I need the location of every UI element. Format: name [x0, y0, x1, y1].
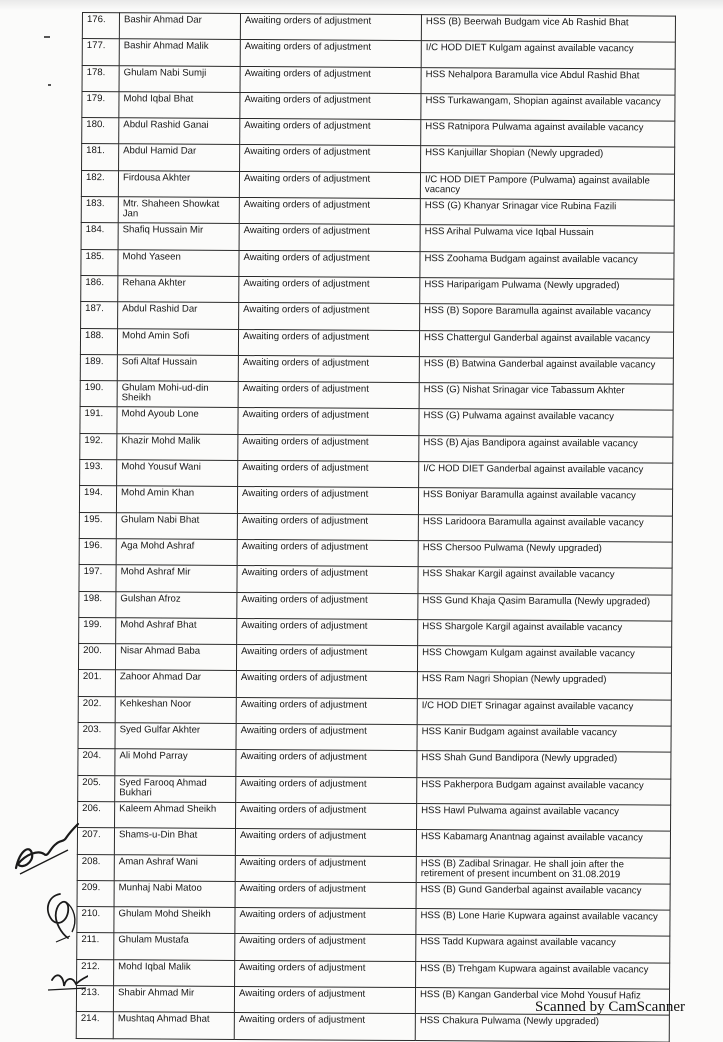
adjustment-status: Awaiting orders of adjustment — [238, 329, 419, 356]
serial-number: 188. — [80, 328, 117, 355]
serial-number: 202. — [78, 696, 115, 723]
teacher-name: Mohd Iqbal Bhat — [119, 92, 240, 119]
adjustment-status: Awaiting orders of adjustment — [240, 40, 421, 67]
adjustment-status: Awaiting orders of adjustment — [236, 723, 417, 750]
teacher-name: Ghulam Mustafa — [114, 933, 235, 960]
posting-place: HSS Ram Nagri Shopian (Newly upgraded) — [417, 672, 671, 700]
adjustment-status: Awaiting orders of adjustment — [235, 934, 416, 961]
posting-place: HSS (B) Sopore Baramulla against available vacancy — [420, 304, 674, 332]
adjustment-status: Awaiting orders of adjustment — [235, 881, 416, 908]
table-row — [80, 381, 673, 411]
posting-place: HSS Hariparigam Pulwama (Newly upgraded) — [420, 278, 674, 306]
teacher-name: Ghulam Mohi-ud-din Sheikh — [117, 381, 238, 408]
table-row — [78, 749, 671, 779]
table-row — [77, 959, 670, 989]
adjustment-status: Awaiting orders of adjustment — [238, 461, 419, 488]
teacher-name: Kaleem Ahmad Sheikh — [115, 802, 236, 829]
serial-number: 207. — [77, 828, 114, 855]
table-row — [77, 907, 670, 937]
teacher-name: Aman Ashraf Wani — [114, 854, 235, 881]
serial-number: 210. — [77, 907, 114, 934]
teacher-name: Firdousa Akhter — [118, 171, 239, 198]
margin-mark — [44, 36, 50, 38]
teacher-name: Aga Mohd Ashraf — [116, 539, 237, 566]
adjustment-status: Awaiting orders of adjustment — [235, 855, 416, 882]
table-row — [79, 538, 672, 568]
posting-place: HSS (G) Nishat Srinagar vice Tabassum Akhter — [419, 383, 673, 411]
serial-number: 185. — [81, 249, 118, 276]
adjustment-status: Awaiting orders of adjustment — [238, 382, 419, 409]
serial-number: 192. — [80, 433, 117, 460]
table-row — [79, 617, 672, 647]
serial-number: 179. — [82, 91, 119, 118]
adjustment-status: Awaiting orders of adjustment — [238, 355, 419, 382]
margin-mark — [48, 84, 51, 86]
posting-place: HSS (B) Batwina Ganderbal against available vacancy — [419, 356, 673, 384]
serial-number: 194. — [79, 486, 116, 513]
adjustment-status: Awaiting orders of adjustment — [234, 1013, 415, 1040]
serial-number: 211. — [77, 933, 114, 960]
posting-place: HSS Zoohama Budgam against available vacancy — [420, 251, 674, 279]
posting-place: HSS (G) Khanyar Srinagar vice Rubina Fazili — [420, 199, 674, 227]
posting-place: HSS (B) Beerwah Budgam vice Ab Rashid Bhat — [421, 15, 675, 43]
serial-number: 199. — [79, 617, 116, 644]
adjustment-status: Awaiting orders of adjustment — [235, 908, 416, 935]
adjustment-status: Awaiting orders of adjustment — [236, 802, 417, 829]
table-row — [80, 433, 673, 463]
serial-number: 195. — [79, 512, 116, 539]
adjustment-status: Awaiting orders of adjustment — [239, 303, 420, 330]
adjustment-status: Awaiting orders of adjustment — [240, 66, 421, 93]
posting-place: HSS Shakar Kargil against available vacancy — [418, 567, 672, 595]
adjustment-status: Awaiting orders of adjustment — [237, 592, 418, 619]
serial-number: 205. — [78, 775, 115, 802]
table-row — [80, 328, 673, 358]
teacher-name: Ali Mohd Parray — [115, 749, 236, 776]
teacher-name: Nisar Ahmad Baba — [115, 644, 236, 671]
posting-place: HSS Laridoora Baramulla against available vacancy — [418, 514, 672, 542]
teacher-name: Mohd Yaseen — [118, 249, 239, 276]
table-row — [79, 512, 672, 542]
teacher-name: Mushtaq Ahmad Bhat — [113, 1012, 234, 1039]
serial-number: 213. — [76, 985, 113, 1012]
posting-place: HSS Ratnipora Pulwama against available vacancy — [421, 120, 675, 148]
table-row — [81, 197, 674, 227]
adjustment-status: Awaiting orders of adjustment — [236, 645, 417, 672]
table-row — [82, 91, 675, 121]
posting-place: HSS (G) Pulwama against available vacancy — [419, 409, 673, 437]
teacher-name: Syed Farooq Ahmad Bukhari — [115, 775, 236, 802]
adjustment-status: Awaiting orders of adjustment — [236, 697, 417, 724]
table-row — [80, 407, 673, 437]
table-row — [80, 354, 673, 384]
teacher-name: Mohd Amin Khan — [116, 486, 237, 513]
adjustment-status: Awaiting orders of adjustment — [237, 487, 418, 514]
teacher-name: Mohd Amin Sofi — [117, 328, 238, 355]
posting-place: HSS (B) Gund Ganderbal against available vacancy — [416, 882, 670, 910]
table-row — [82, 65, 675, 95]
teacher-name: Mohd Ashraf Bhat — [116, 618, 237, 645]
teacher-name: Ghulam Nabi Bhat — [116, 512, 237, 539]
adjustment-status: Awaiting orders of adjustment — [239, 198, 420, 225]
adjustment-status: Awaiting orders of adjustment — [239, 171, 420, 198]
table-row — [77, 828, 670, 858]
posting-place: HSS (B) Ajas Bandipora against available vacancy — [419, 435, 673, 463]
serial-number: 181. — [82, 144, 119, 171]
table-row — [78, 670, 671, 700]
teacher-name: Bashir Ahmad Dar — [119, 13, 240, 40]
adjustment-status: Awaiting orders of adjustment — [237, 618, 418, 645]
teacher-name: Kehkeshan Noor — [115, 696, 236, 723]
teacher-name: Zahoor Ahmad Dar — [115, 670, 236, 697]
serial-number: 209. — [77, 880, 114, 907]
teacher-name: Syed Gulfar Akhter — [115, 723, 236, 750]
teacher-name: Bashir Ahmad Malik — [119, 39, 240, 66]
adjustment-status: Awaiting orders of adjustment — [235, 829, 416, 856]
scanner-watermark: Scanned by CamScanner — [535, 999, 685, 1015]
teacher-name: Munhaj Nabi Matoo — [114, 881, 235, 908]
posting-place: HSS Kabamarg Anantnag against available vacancy — [416, 830, 670, 858]
teacher-name: Mohd Ashraf Mir — [116, 565, 237, 592]
teacher-name: Mohd Yousuf Wani — [117, 460, 238, 487]
teacher-name: Sofi Altaf Hussain — [117, 355, 238, 382]
serial-number: 187. — [81, 302, 118, 329]
adjustment-status: Awaiting orders of adjustment — [236, 671, 417, 698]
posting-place: HSS Chersoo Pulwama (Newly upgraded) — [418, 541, 672, 569]
table-row — [81, 275, 674, 305]
serial-number: 184. — [81, 223, 118, 250]
posting-place: HSS Boniyar Baramulla against available vacancy — [418, 488, 672, 516]
table-row — [79, 486, 672, 516]
teacher-name: Rehana Akhter — [118, 276, 239, 303]
table-row — [78, 801, 671, 831]
table-body — [76, 13, 675, 1042]
serial-number: 191. — [80, 407, 117, 434]
serial-number: 208. — [77, 854, 114, 881]
serial-number: 183. — [81, 197, 118, 224]
posting-place: HSS Nehalpora Baramulla vice Abdul Rashid Bhat — [421, 67, 675, 95]
posting-place: HSS Chattergul Ganderbal against available vacancy — [419, 330, 673, 358]
serial-number: 189. — [80, 354, 117, 381]
teacher-name: Ghulam Mohd Sheikh — [114, 907, 235, 934]
serial-number: 176. — [82, 13, 119, 40]
handwritten-signatures-image — [8, 810, 88, 1010]
teacher-name: Shabir Ahmad Mir — [113, 986, 234, 1013]
adjustment-status: Awaiting orders of adjustment — [237, 539, 418, 566]
serial-number: 180. — [82, 118, 119, 145]
posting-place: HSS Chowgam Kulgam against available vacancy — [417, 646, 671, 674]
table-row — [80, 460, 673, 490]
scan-top-edge — [0, 0, 723, 10]
serial-number: 190. — [80, 381, 117, 408]
serial-number: 200. — [78, 644, 115, 671]
posting-place: I/C HOD DIET Srinagar against available vacancy — [417, 698, 671, 726]
table-row — [78, 723, 671, 753]
serial-number: 197. — [79, 565, 116, 592]
table-row — [77, 933, 670, 963]
teacher-name: Mohd Iqbal Malik — [114, 959, 235, 986]
adjustment-status: Awaiting orders of adjustment — [236, 776, 417, 803]
table-row — [78, 644, 671, 674]
adjustment-status: Awaiting orders of adjustment — [237, 513, 418, 540]
serial-number: 186. — [81, 275, 118, 302]
table-row — [82, 39, 675, 69]
adjustment-status: Awaiting orders of adjustment — [240, 119, 421, 146]
table-row — [81, 302, 674, 332]
serial-number: 203. — [78, 723, 115, 750]
adjustment-status: Awaiting orders of adjustment — [239, 276, 420, 303]
adjustment-orders-table — [76, 12, 676, 1042]
posting-place: HSS (B) Trehgam Kupwara against available vacancy — [416, 961, 670, 989]
table-row — [82, 13, 675, 43]
posting-place: I/C HOD DIET Ganderbal against available vacancy — [419, 462, 673, 490]
teacher-name: Abdul Rashid Ganai — [119, 118, 240, 145]
posting-place: HSS Chakura Pulwama (Newly upgraded) — [415, 1014, 669, 1042]
table-row — [81, 223, 674, 253]
serial-number: 178. — [82, 65, 119, 92]
table-row — [82, 118, 675, 148]
posting-place: HSS Turkawangam, Shopian against available vacancy — [421, 93, 675, 121]
posting-place: HSS (B) Kangan Ganderbal vice Mohd Yousuf Hafiz — [415, 988, 669, 1016]
teacher-name: Abdul Rashid Dar — [118, 302, 239, 329]
adjustment-status: Awaiting orders of adjustment — [238, 434, 419, 461]
teacher-name: Shams-u-Din Bhat — [114, 828, 235, 855]
adjustment-status: Awaiting orders of adjustment — [240, 145, 421, 172]
table-row — [76, 1012, 669, 1042]
table-row — [77, 854, 670, 884]
table-row — [82, 144, 675, 174]
posting-place: HSS Shargole Kargil against available vacancy — [418, 619, 672, 647]
posting-place: HSS Kanjuillar Shopian (Newly upgraded) — [421, 146, 675, 174]
table-row — [79, 591, 672, 621]
serial-number: 214. — [76, 1012, 113, 1039]
posting-place: HSS Hawl Pulwama against available vacancy — [417, 803, 671, 831]
teacher-name: Mtr. Shaheen Showkat Jan — [118, 197, 239, 224]
serial-number: 204. — [78, 749, 115, 776]
posting-place: HSS Pakherpora Budgam against available vacancy — [417, 777, 671, 805]
table-row — [78, 696, 671, 726]
teacher-name: Mohd Ayoub Lone — [117, 407, 238, 434]
serial-number: 212. — [77, 959, 114, 986]
adjustment-status: Awaiting orders of adjustment — [240, 92, 421, 119]
adjustment-status: Awaiting orders of adjustment — [238, 408, 419, 435]
adjustment-status: Awaiting orders of adjustment — [237, 566, 418, 593]
serial-number: 182. — [81, 170, 118, 197]
posting-place: HSS Gund Khaja Qasim Baramulla (Newly upgraded) — [418, 593, 672, 621]
posting-place: HSS Kanir Budgam against available vacancy — [417, 725, 671, 753]
posting-place: HSS Shah Gund Bandipora (Newly upgraded) — [417, 751, 671, 779]
adjustment-status: Awaiting orders of adjustment — [235, 960, 416, 987]
table-row — [78, 775, 671, 805]
teacher-name: Shafiq Hussain Mir — [118, 223, 239, 250]
table-row — [81, 170, 674, 200]
adjustment-status: Awaiting orders of adjustment — [239, 224, 420, 251]
serial-number: 196. — [79, 538, 116, 565]
serial-number: 206. — [78, 801, 115, 828]
posting-place: HSS (B) Zadibal Srinagar. He shall join after the retirement of present incumbent on 31.08.2019 — [416, 856, 670, 884]
serial-number: 177. — [82, 39, 119, 66]
adjustment-status: Awaiting orders of adjustment — [240, 13, 421, 40]
posting-place: HSS Tadd Kupwara against available vacancy — [416, 935, 670, 963]
adjustment-status: Awaiting orders of adjustment — [239, 250, 420, 277]
posting-place: HSS (B) Lone Harie Kupwara against available vacancy — [416, 909, 670, 937]
table-row — [77, 880, 670, 910]
posting-place: HSS Arihal Pulwama vice Iqbal Hussain — [420, 225, 674, 253]
serial-number: 198. — [79, 591, 116, 618]
serial-number: 201. — [78, 670, 115, 697]
adjustment-status: Awaiting orders of adjustment — [236, 750, 417, 777]
table-row — [81, 249, 674, 279]
teacher-name: Abdul Hamid Dar — [119, 144, 240, 171]
table-row — [79, 565, 672, 595]
adjustment-status: Awaiting orders of adjustment — [234, 986, 415, 1013]
teacher-name: Ghulam Nabi Sumji — [119, 65, 240, 92]
teacher-name: Khazir Mohd Malik — [117, 433, 238, 460]
teacher-name: Gulshan Afroz — [116, 591, 237, 618]
posting-place: I/C HOD DIET Kulgam against available vacancy — [421, 41, 675, 69]
posting-place: I/C HOD DIET Pampore (Pulwama) against available vacancy — [420, 172, 674, 200]
serial-number: 193. — [80, 460, 117, 487]
